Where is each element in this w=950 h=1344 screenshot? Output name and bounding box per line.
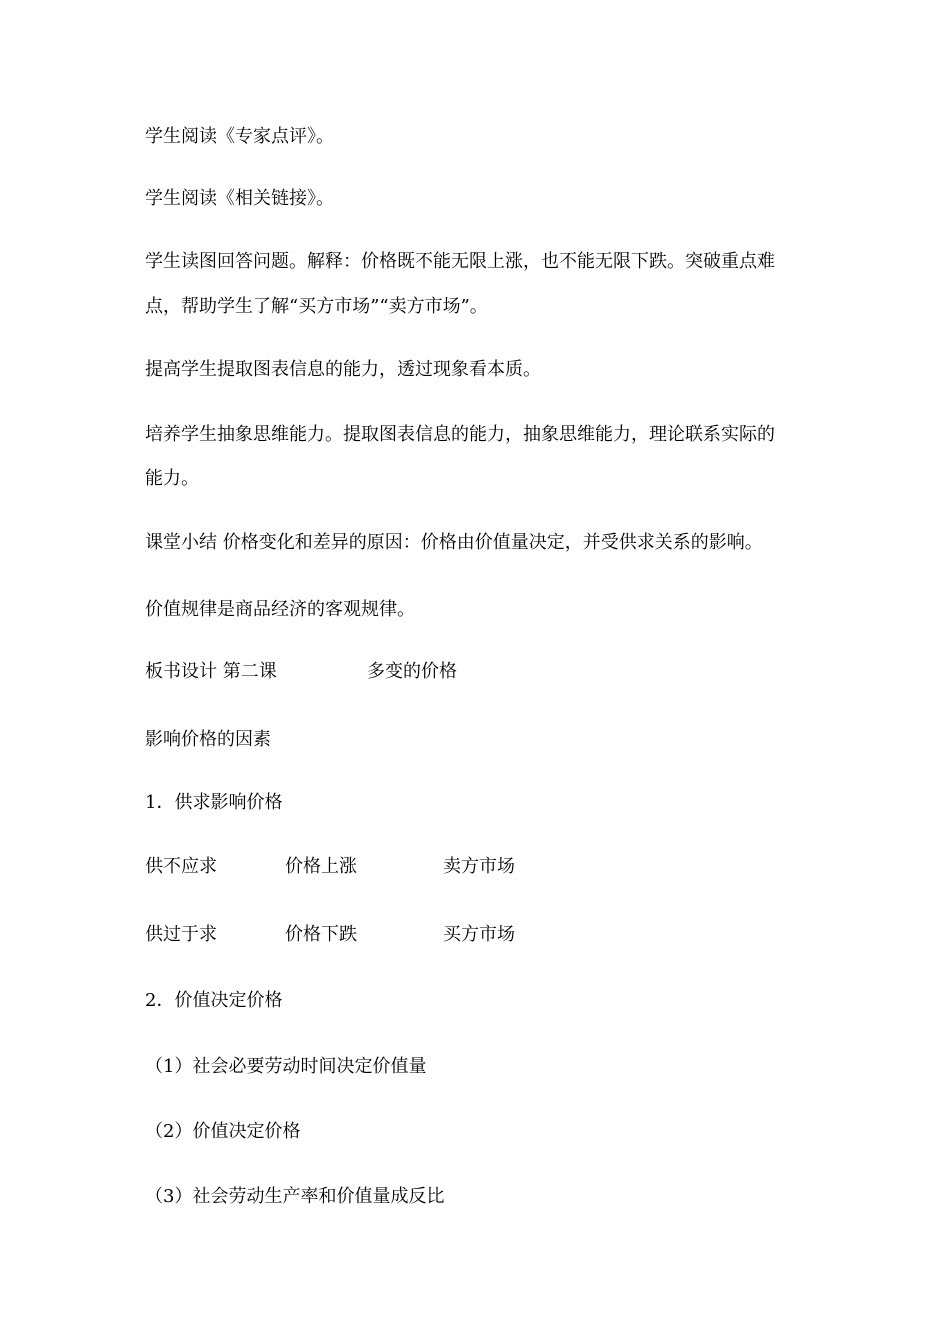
board-subitem-1: （1）社会必要劳动时间决定价值量 bbox=[145, 1056, 427, 1077]
paragraph-value-law: 价值规律是商品经济的客观规律。 bbox=[145, 599, 415, 620]
paragraph-abstract-thinking-line2: 能力。 bbox=[145, 468, 199, 489]
row-cell: 卖方市场 bbox=[443, 856, 515, 877]
board-title-right: 多变的价格 bbox=[367, 661, 457, 682]
row-cell: 价格上涨 bbox=[285, 856, 357, 877]
paragraph-read-chart-line1: 学生读图回答问题。解释：价格既不能无限上涨，也不能无限下跌。突破重点难 bbox=[145, 251, 775, 272]
row-cell: 供过于求 bbox=[145, 924, 217, 945]
paragraph-related-links: 学生阅读《相关链接》。 bbox=[145, 188, 334, 209]
board-heading: 影响价格的因素 bbox=[145, 729, 271, 750]
board-subitem-3: （3）社会劳动生产率和价值量成反比 bbox=[145, 1186, 445, 1207]
board-item-supply-demand: 1．供求影响价格 bbox=[145, 792, 283, 813]
row-cell: 买方市场 bbox=[443, 924, 515, 945]
board-title-left: 板书设计 第二课 bbox=[145, 661, 277, 682]
paragraph-abstract-thinking-line1: 培养学生抽象思维能力。提取图表信息的能力，抽象思维能力，理论联系实际的 bbox=[145, 424, 775, 445]
paragraph-improve-ability: 提高学生提取图表信息的能力，透过现象看本质。 bbox=[145, 359, 541, 380]
row-cell: 供不应求 bbox=[145, 856, 217, 877]
paragraph-expert-review: 学生阅读《专家点评》。 bbox=[145, 126, 334, 147]
board-item-value-price: 2．价值决定价格 bbox=[145, 990, 283, 1011]
row-cell: 价格下跌 bbox=[285, 924, 357, 945]
paragraph-read-chart-line2: 点，帮助学生了解“买方市场”“卖方市场”。 bbox=[145, 296, 488, 317]
board-subitem-2: （2）价值决定价格 bbox=[145, 1121, 301, 1142]
paragraph-class-summary: 课堂小结 价格变化和差异的原因：价格由价值量决定，并受供求关系的影响。 bbox=[145, 532, 763, 553]
